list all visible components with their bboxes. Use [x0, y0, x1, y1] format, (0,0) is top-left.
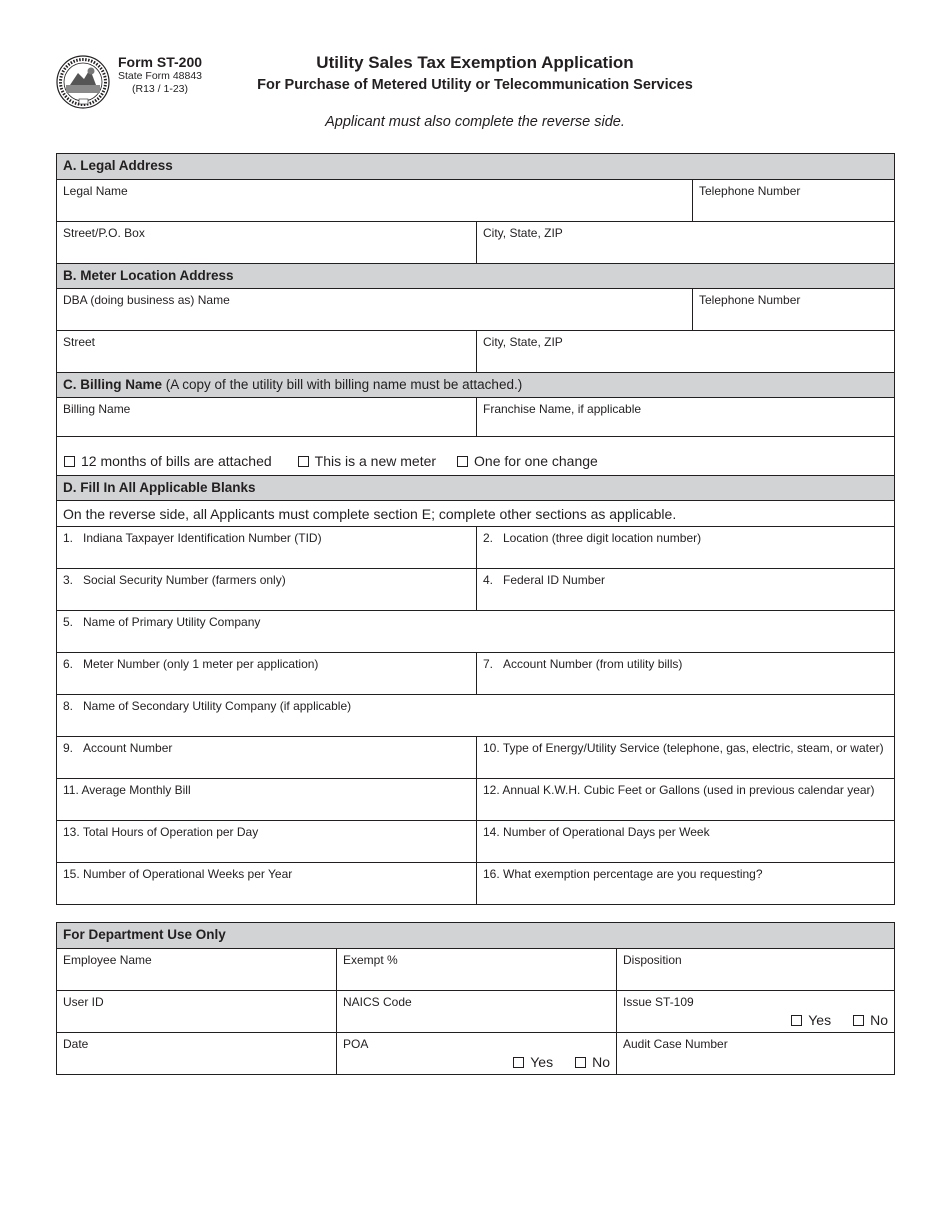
hours-per-day-label: Total Hours of Operation per Day — [82, 825, 259, 839]
location-number-label: Location (three digit location number) — [503, 531, 702, 545]
section-d-row-1 — [57, 526, 894, 568]
account-number-utility-label: Account Number (from utility bills) — [503, 657, 683, 671]
issue-st109-options — [777, 1013, 888, 1027]
monthly-bill-field[interactable] — [57, 779, 476, 820]
naics-code-field[interactable] — [336, 991, 616, 1032]
legal-name-field[interactable] — [57, 180, 692, 221]
section-c-header — [57, 372, 894, 397]
dba-name-label: DBA (doing business as) Name — [63, 293, 230, 307]
section-d-row-8 — [57, 820, 894, 862]
legal-telephone-field[interactable] — [692, 180, 894, 221]
department-row-2 — [57, 990, 894, 1032]
new-meter-option[interactable] — [298, 453, 436, 469]
weeks-per-year-field[interactable] — [57, 863, 476, 904]
meter-telephone-field[interactable] — [692, 289, 894, 330]
legal-street-field[interactable] — [57, 222, 476, 263]
legal-city-state-zip-field[interactable] — [476, 222, 894, 263]
field-number: 4. — [483, 573, 494, 587]
tid-field[interactable] — [57, 527, 476, 568]
issue-st109-no-option[interactable] — [853, 1013, 888, 1027]
issue-st109-label: Issue ST-109 — [623, 995, 694, 1009]
secondary-utility-field[interactable] — [57, 695, 894, 736]
primary-utility-field[interactable] — [57, 611, 894, 652]
ssn-field[interactable] — [57, 569, 476, 610]
issue-st109-no-checkbox[interactable] — [853, 1015, 864, 1026]
annual-usage-field[interactable] — [476, 779, 894, 820]
poa-field — [336, 1033, 616, 1074]
issue-st109-yes-label: Yes — [808, 1012, 832, 1028]
field-number: 1. — [63, 531, 74, 545]
field-number: 13. — [63, 825, 80, 839]
federal-id-field[interactable] — [476, 569, 894, 610]
meter-number-field[interactable] — [57, 653, 476, 694]
field-number: 16. — [483, 867, 500, 881]
department-row-3 — [57, 1032, 894, 1074]
poa-yes-label: Yes — [530, 1054, 554, 1070]
issue-st109-field — [616, 991, 894, 1032]
disposition-label: Disposition — [623, 953, 682, 967]
section-c-note: (A copy of the utility bill with billing name must be attached.) — [165, 377, 523, 392]
user-id-field[interactable] — [57, 991, 336, 1032]
section-b-header — [57, 263, 894, 288]
meter-number-label: Meter Number (only 1 meter per application) — [83, 657, 319, 671]
section-d-row-3 — [57, 610, 894, 652]
one-for-one-label: One for one change — [474, 453, 598, 469]
field-number: 11. — [63, 783, 79, 797]
department-row-1 — [57, 948, 894, 990]
field-number: 2. — [483, 531, 494, 545]
dba-name-field[interactable] — [57, 289, 692, 330]
section-d-row-6 — [57, 736, 894, 778]
state-form-number: State Form 48843 — [117, 70, 203, 82]
disposition-field[interactable] — [616, 949, 894, 990]
account-number-label: Account Number — [83, 741, 173, 755]
one-for-one-checkbox[interactable] — [457, 456, 468, 467]
meter-street-label: Street — [63, 335, 96, 349]
department-use-table — [56, 922, 895, 1075]
audit-case-number-field[interactable] — [616, 1033, 894, 1074]
service-type-field[interactable] — [476, 737, 894, 778]
bills-attached-option[interactable] — [64, 453, 272, 469]
date-field[interactable] — [57, 1033, 336, 1074]
field-number: 7. — [483, 657, 494, 671]
bills-attached-checkbox[interactable] — [64, 456, 75, 467]
new-meter-label: This is a new meter — [314, 453, 437, 469]
account-number-field[interactable] — [57, 737, 476, 778]
poa-yes-option[interactable] — [513, 1055, 553, 1069]
meter-city-state-zip-label: City, State, ZIP — [483, 335, 563, 349]
section-d-note — [57, 500, 894, 526]
franchise-name-label: Franchise Name, if applicable — [483, 402, 642, 416]
field-number: 12. — [483, 783, 500, 797]
tid-label: Indiana Taxpayer Identification Number (TID) — [83, 531, 322, 545]
department-use-header — [57, 923, 894, 948]
section-c-checkboxes — [57, 436, 894, 475]
poa-options — [499, 1055, 610, 1069]
billing-name-label: Billing Name — [63, 402, 131, 416]
field-number: 8. — [63, 699, 74, 713]
section-d-row-4 — [57, 652, 894, 694]
primary-utility-label: Name of Primary Utility Company — [83, 615, 261, 629]
field-number: 3. — [63, 573, 74, 587]
poa-no-checkbox[interactable] — [575, 1057, 586, 1068]
field-number: 6. — [63, 657, 74, 671]
poa-no-label: No — [592, 1054, 610, 1070]
form-revision: (R13 / 1-23) — [131, 83, 189, 95]
department-use-title: For Department Use Only — [63, 927, 226, 942]
poa-yes-checkbox[interactable] — [513, 1057, 524, 1068]
section-d-row-7 — [57, 778, 894, 820]
days-per-week-label: Number of Operational Days per Week — [503, 825, 710, 839]
application-table — [56, 153, 895, 905]
new-meter-checkbox[interactable] — [298, 456, 309, 467]
section-d-row-2 — [57, 568, 894, 610]
service-type-label: Type of Energy/Utility Service (telephone, gas, electric, steam, or water) — [502, 741, 884, 755]
poa-label: POA — [343, 1037, 369, 1051]
section-d-title: D. Fill In All Applicable Blanks — [63, 480, 256, 495]
legal-name-label: Legal Name — [63, 184, 128, 198]
employee-name-label: Employee Name — [63, 953, 152, 967]
section-d-header — [57, 475, 894, 500]
section-a-row-2 — [57, 221, 894, 263]
exempt-percent-field[interactable] — [336, 949, 616, 990]
section-d-note-text: On the reverse side, all Applicants must complete section E; complete other sections as applicable. — [63, 506, 677, 522]
poa-no-option[interactable] — [575, 1055, 610, 1069]
annual-usage-label: Annual K.W.H. Cubic Feet or Gallons (used in previous calendar year) — [502, 783, 875, 797]
meter-city-state-zip-field[interactable] — [476, 331, 894, 372]
section-b-row-2 — [57, 330, 894, 372]
form-instruction: Applicant must also complete the reverse side. — [325, 114, 625, 130]
weeks-per-year-label: Number of Operational Weeks per Year — [83, 867, 293, 881]
account-number-utility-field[interactable] — [476, 653, 894, 694]
issue-st109-yes-option[interactable] — [791, 1013, 831, 1027]
section-a-row-1 — [57, 179, 894, 221]
legal-street-label: Street/P.O. Box — [63, 226, 145, 240]
field-number: 14. — [483, 825, 500, 839]
legal-telephone-label: Telephone Number — [699, 184, 801, 198]
issue-st109-yes-checkbox[interactable] — [791, 1015, 802, 1026]
meter-street-field[interactable] — [57, 331, 476, 372]
one-for-one-option[interactable] — [457, 453, 598, 469]
legal-city-state-zip-label: City, State, ZIP — [483, 226, 563, 240]
section-c-title: C. Billing Name — [63, 377, 163, 392]
section-b-title: B. Meter Location Address — [63, 268, 234, 283]
date-label: Date — [63, 1037, 89, 1051]
section-a-title: A. Legal Address — [63, 158, 173, 173]
field-number: 15. — [63, 867, 80, 881]
secondary-utility-label: Name of Secondary Utility Company (if applicable) — [83, 699, 352, 713]
audit-case-number-label: Audit Case Number — [623, 1037, 728, 1051]
user-id-label: User ID — [63, 995, 104, 1009]
section-d-row-9 — [57, 862, 894, 904]
employee-name-field[interactable] — [57, 949, 336, 990]
section-a-header — [57, 154, 894, 179]
franchise-name-field[interactable] — [476, 398, 894, 436]
monthly-bill-label: Average Monthly Bill — [81, 783, 191, 797]
meter-telephone-label: Telephone Number — [699, 293, 801, 307]
exempt-percent-label: Exempt % — [343, 953, 398, 967]
form-title: Utility Sales Tax Exemption Application — [316, 53, 634, 72]
issue-st109-no-label: No — [870, 1012, 888, 1028]
section-b-row-1 — [57, 288, 894, 330]
days-per-week-field[interactable] — [476, 821, 894, 862]
exemption-percentage-label: What exemption percentage are you requesting? — [503, 867, 763, 881]
section-d-row-5 — [57, 694, 894, 736]
location-number-field[interactable] — [476, 527, 894, 568]
ssn-label: Social Security Number (farmers only) — [83, 573, 286, 587]
form-subtitle: For Purchase of Metered Utility or Telecommunication Services — [257, 77, 693, 93]
field-number: 5. — [63, 615, 74, 629]
billing-name-field[interactable] — [57, 398, 476, 436]
hours-per-day-field[interactable] — [57, 821, 476, 862]
federal-id-label: Federal ID Number — [503, 573, 606, 587]
naics-code-label: NAICS Code — [343, 995, 412, 1009]
section-c-row-1 — [57, 397, 894, 436]
field-number: 10. — [483, 741, 500, 755]
exemption-percentage-field[interactable] — [476, 863, 894, 904]
bills-attached-label: 12 months of bills are attached — [81, 453, 272, 469]
form-number: Form ST-200 — [117, 54, 203, 70]
field-number: 9. — [63, 741, 74, 755]
